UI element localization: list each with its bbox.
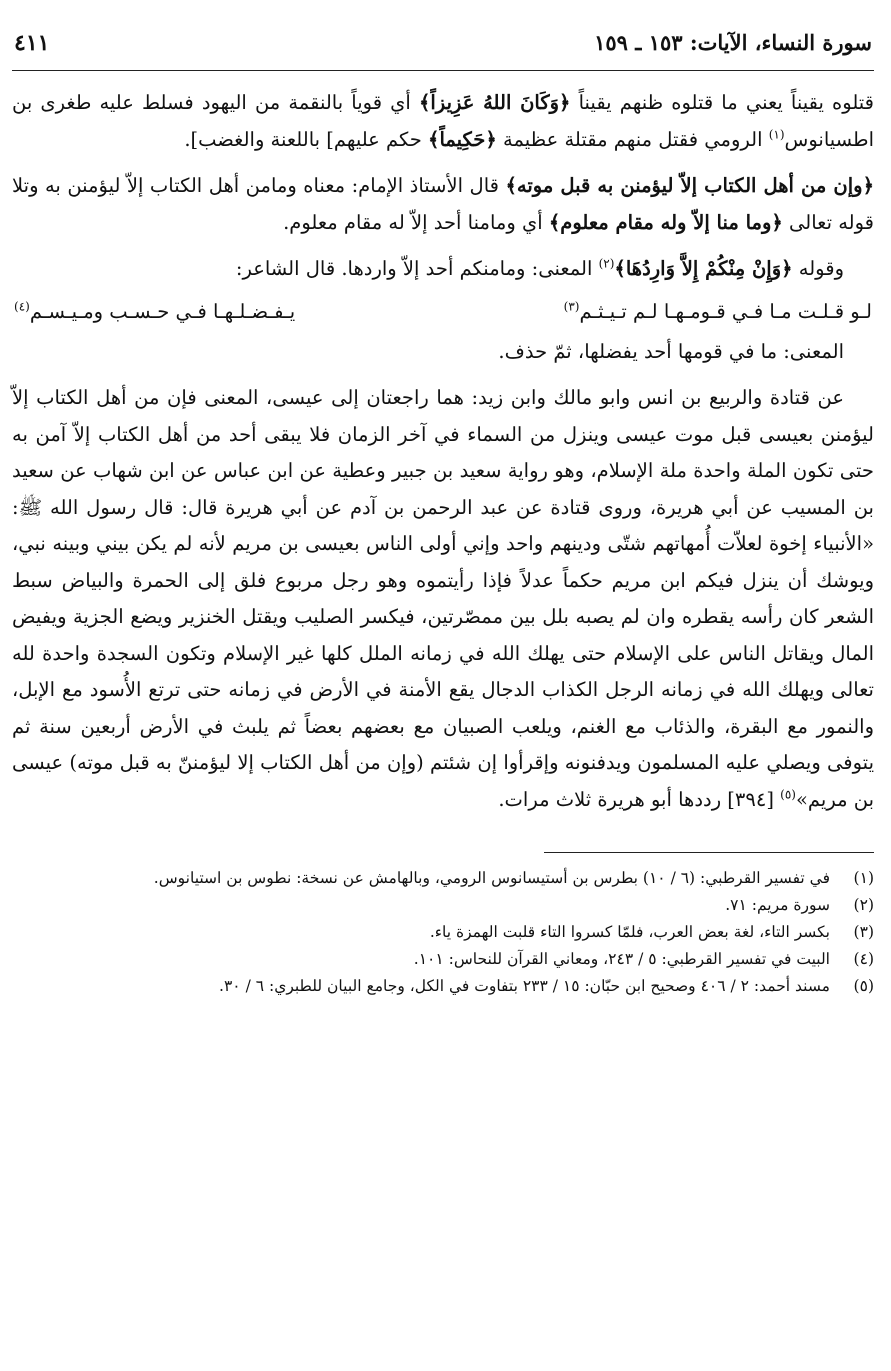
footnote-marker: (٥) <box>780 787 796 801</box>
quran-quote: ﴿وَإِنْ مِنْكُمْ إِلاَّ وَارِدُهَا﴾ <box>614 257 793 280</box>
verse-first-hemistich: لـو قـلـت مـا فـي قـومـهـا لـم تـيـثـم$^{(٣)}$ <box>563 299 872 323</box>
page-number: ٤١١ <box>14 30 50 56</box>
paragraph-5 <box>12 380 874 818</box>
quran-quote: ﴿وإن من أهل الكتاب إلاّ ليؤمنن به قبل موته﴾ <box>505 174 874 197</box>
footnote-marker: (٣) <box>563 299 580 313</box>
text: قتلوه يقيناً يعني ما قتلوه ظنهم يقيناً <box>570 91 874 114</box>
footnotes <box>12 865 874 1000</box>
poetry-verse <box>12 294 874 330</box>
footnote <box>12 892 874 919</box>
text: المعنى: ما في قومها أحد يفضلها، ثمّ حذف. <box>498 339 844 363</box>
running-title: سورة النساء، الآيات: ١٥٣ ـ ١٥٩ <box>594 30 872 55</box>
footnote <box>12 946 874 973</box>
footnotes-divider <box>544 852 874 853</box>
text: وقوله <box>792 257 844 280</box>
footnote-marker: (٢) <box>598 256 615 271</box>
paragraph-3 <box>12 251 874 288</box>
quran-quote: ﴿وَكَانَ اللهُ عَزِيزاً﴾ <box>418 91 571 114</box>
text: [٣٩٤] رددها أبو هريرة ثلاث مرات. <box>498 787 781 811</box>
footnote-marker: (٤) <box>14 299 30 313</box>
paragraph-4 <box>12 334 874 371</box>
footnote-number: (٣) <box>853 923 874 941</box>
footnote-number: (٢) <box>853 896 874 914</box>
page <box>12 30 874 1000</box>
text: أي ومامنا أحد إلاّ له مقام معلوم. <box>283 210 549 234</box>
text: الرومي فقتل منهم مقتلة عظيمة <box>496 127 769 151</box>
footnote-number: (٤) <box>853 950 874 968</box>
footnote-number: (٥) <box>853 977 874 995</box>
verse-second-hemistich: يـفـضـلـهـا فـي حـسـب ومـيـسـم$^{(٤)}$ <box>14 299 296 323</box>
footnote <box>12 865 874 892</box>
footnote-text: البيت في تفسير القرطبي: ٥ / ٢٤٣، ومعاني القرآن للنحاس: ١٠١. <box>413 950 830 968</box>
footnote <box>12 919 874 946</box>
footnote-text: مسند أحمد: ٢ / ٤٠٦ وصحيح ابن حبّان: ١٥ / ٢٣٣ بتفاوت في الكل، وجامع البيان للطبري: ٦ / ٣٠. <box>219 977 830 995</box>
page-header <box>12 30 874 71</box>
quran-quote: ﴿وما منا إلاّ وله مقام معلوم﴾ <box>548 210 783 234</box>
footnote-number: (١) <box>853 869 874 887</box>
text: أي قوياً بالنقمة من اليهود فسلط عليه طغرى بن اطسيانوس <box>12 91 874 151</box>
text: حكم عليهم] باللعنة والغضب]. <box>184 127 429 151</box>
footnote-text: بكسر التاء، لغة بعض العرب، فلمّا كسروا التاء قلبت الهمزة ياء. <box>429 923 830 941</box>
text: قال الأستاذ الإمام: معناه ومامن أهل الكتاب إلاّ ليؤمنن به وتلا قوله تعالى <box>12 174 874 234</box>
text: عن قتادة والربيع بن انس وابو مالك وابن زيد: هما راجعتان إلى عيسى، المعنى فإن من أهل الكتاب إلاّ ليؤمنن بعيسى قبل موت عيسى وينزل من السماء في آخر الزمان فلا يبقى أحد من أهل الكتاب إلاّ آمن به حتى تكون الملة واحدة ملة الإسلام، وهو رواية سعيد بن جبير وعطية عن ابن عباس عن ابن شهاب عن سعيد بن المسيب عن أبي هريرة، وروى قتادة عن عبد الرحمن بن آدم عن أبي هريرة قال: قال رسول الله ﷺ: «الأنبياء إخوة لعلاّت أُمهاتهم شتّى ودينهم واحد وإني أولى الناس بعيسى بن مريم لأنه لم يكن بيني وبينه نبي، ويوشك أن ينزل فيكم ابن مريم حكماً عدلاً فإذا رأيتموه وهو رجل مربوع فلق إلى الحمرة والبياض سبط الشعر كان رأسه يقطره وان لم يصبه بلل بين ممصّرتين، فيكسر الصليب ويقتل الخنزير ويضع الجزية ويفيض المال ويقاتل الناس على الإسلام حتى يهلك الله في زمانه الملل كلها غير الإسلام وتكون السجدة واحدة لله تعالى ويهلك الله في زمانه الرجل الكذاب الدجال يقع الأمنة في الأرض في زمانه حتى ترتع الأُسود مع الإبل، والنمور مع البقرة، والذئاب مع الغنم، ويلعب الصبيان مع بعضهم بعضاً ثم يلبث في الأرض أربعين سنة ثم يتوفى ويصلي عليه المسلمون ويدفنونه وإقرأوا إن شئتم (وإن من أهل الكتاب إلا ليؤمننّ به قبل موته) عيسى بن مريم» <box>12 386 874 811</box>
footnote-text: سورة مريم: ٧١. <box>725 896 830 914</box>
quran-quote: ﴿حَكِيماً﴾ <box>428 127 497 151</box>
paragraph-2 <box>12 168 874 241</box>
footnote-marker: (١) <box>768 127 785 141</box>
footnote <box>12 973 874 1000</box>
footnote-text: في تفسير القرطبي: (٦ / ١٠) بطرس بن أستيسانوس الرومي، وبالهامش عن نسخة: نطوس بن استيانوس. <box>153 869 830 887</box>
paragraph-1 <box>12 85 874 158</box>
main-text <box>12 85 874 818</box>
text: المعنى: ومامنكم أحد إلاّ واردها. قال الشاعر: <box>235 257 599 280</box>
